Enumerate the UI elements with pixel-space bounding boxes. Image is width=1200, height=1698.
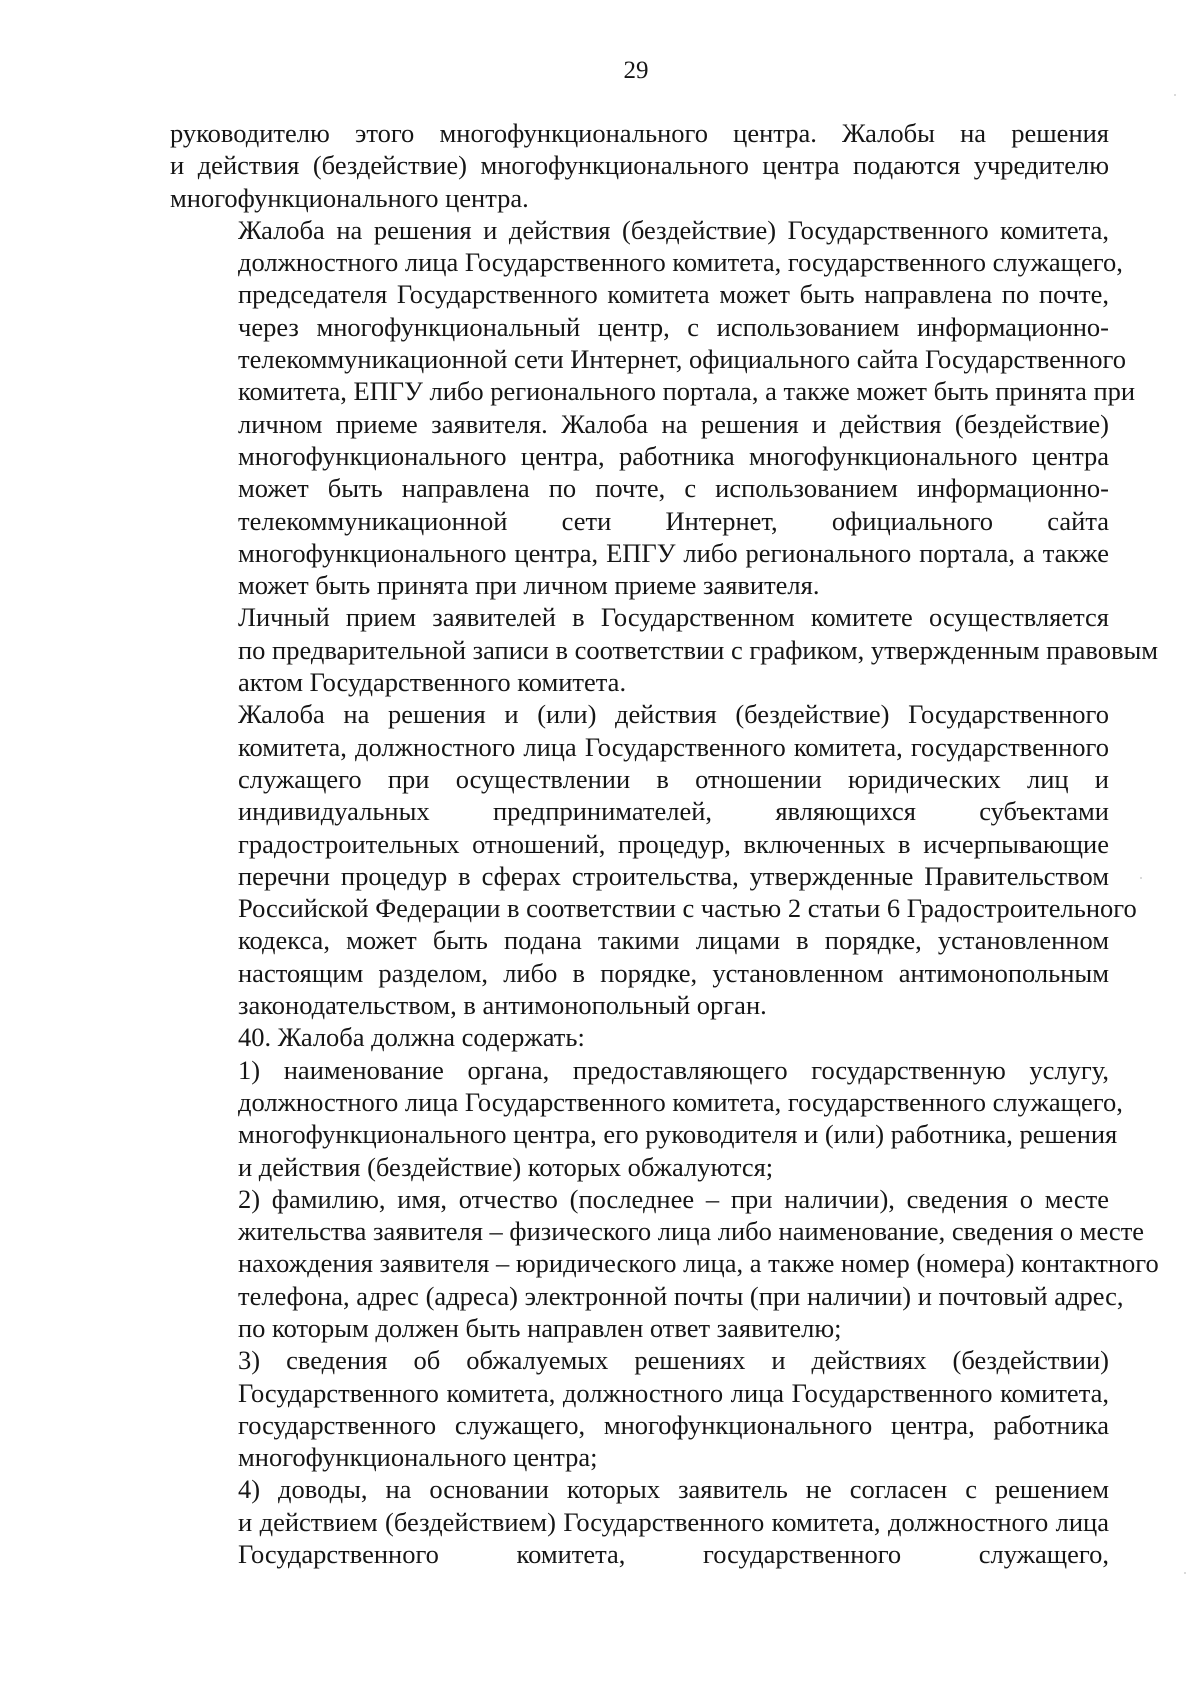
text-line: по которым должен быть направлен ответ заявителю; [238, 1312, 842, 1343]
paragraph [170, 1473, 1109, 1570]
text-line: 2) фамилию, имя, отчество (последнее – при наличии), сведения о месте [238, 1183, 1109, 1214]
scan-artifact [1140, 877, 1142, 879]
text-line: 1) наименование органа, предоставляющего государственную услугу, [238, 1054, 1109, 1085]
text-line: индивидуальных предпринимателей, являющихся субъектами [238, 796, 1109, 827]
text-line: должностного лица Государственного комитета, государственного служащего, [238, 1086, 1123, 1117]
text-line: многофункционального центра; [238, 1442, 598, 1473]
text-line: может быть направлена по почте, с использованием информационно- [238, 473, 1109, 504]
text-line: многофункционального центра, работника многофункционального центра [238, 440, 1109, 471]
text-line: телекоммуникационной сети Интернет, официального сайта Государственного [238, 344, 1126, 375]
text-line: Государственного комитета, государственного служащего, [238, 1539, 1109, 1570]
text-line: Российской Федерации в соответствии с частью 2 статьи 6 Градостроительного [238, 893, 1137, 924]
text-line: многофункционального центра. [170, 182, 529, 213]
paragraph [170, 601, 1159, 698]
text-line: Личный прием заявителей в Государственном комитете осуществляется [238, 602, 1109, 633]
text-line: и действия (бездействие) многофункционального центра подаются учредителю [170, 150, 1109, 181]
scan-artifact [1174, 94, 1176, 96]
text-line: Жалоба на решения и действия (бездействие) Государственного комитета, [238, 214, 1109, 245]
text-line: комитета, ЕПГУ либо регионального портала, а также может быть принята при [238, 376, 1136, 407]
paragraph [170, 698, 1137, 1021]
text-line: жительства заявителя – физического лица либо наименование, сведения о месте [238, 1216, 1145, 1247]
text-line: 4) доводы, на основании которых заявитель не согласен с решением [238, 1474, 1109, 1505]
text-line: руководителю этого многофункционального центра. Жалобы на решения [170, 118, 1109, 148]
text-line: законодательством, в антимонопольный орган. [238, 990, 767, 1021]
text-line: телекоммуникационной сети Интернет, официального сайта [238, 505, 1109, 536]
text-line: телефона, адрес (адреса) электронной почты (при наличии) и почтовый адрес, [238, 1280, 1124, 1311]
text-line: 40. Жалоба должна содержать: [238, 1022, 585, 1053]
scan-artifact [1184, 1572, 1186, 1574]
text-line: 3) сведения об обжалуемых решениях и действиях (бездействии) [238, 1345, 1109, 1376]
text-line: градостроительных отношений, процедур, включенных в исчерпывающие [238, 828, 1109, 859]
text-line: личном приеме заявителя. Жалоба на решения и действия (бездействие) [238, 408, 1109, 439]
text-line: должностного лица Государственного комитета, государственного служащего, [238, 247, 1123, 278]
text-line: может быть принята при личном приеме заявителя. [238, 570, 820, 601]
text-line: по предварительной записи в соответствии с графиком, утвержденным правовым [238, 634, 1159, 665]
text-line: Государственного комитета, должностного лица Государственного комитета, [238, 1377, 1109, 1408]
paragraph [170, 1054, 1123, 1183]
text-line: и действием (бездействием) Государственного комитета, должностного лица [238, 1506, 1109, 1537]
text-line: служащего при осуществлении в отношении юридических лиц и [238, 763, 1109, 794]
document-body [170, 117, 1159, 1570]
text-line: настоящим разделом, либо в порядке, установленном антимонопольным [238, 957, 1109, 988]
text-line: государственного служащего, многофункционального центра, работника [238, 1409, 1109, 1440]
text-line: нахождения заявителя – юридического лица, а также номер (номера) контактного [238, 1248, 1159, 1279]
paragraph [170, 1183, 1159, 1344]
paragraph [170, 1344, 1109, 1473]
paragraph [170, 117, 1109, 214]
text-line: многофункционального центра, ЕПГУ либо регионального портала, а также [238, 537, 1109, 568]
text-line: через многофункциональный центр, с использованием информационно- [238, 311, 1109, 342]
text-line: председателя Государственного комитета может быть направлена по почте, [238, 279, 1109, 310]
text-line: комитета, должностного лица Государственного комитета, государственного [238, 731, 1109, 762]
page-number: 29 [623, 57, 649, 84]
text-line: кодекса, может быть подана такими лицами в порядке, установленном [238, 925, 1109, 956]
paragraph [170, 1021, 1109, 1053]
text-line: и действия (бездействие) которых обжалуются; [238, 1151, 774, 1182]
text-line: перечни процедур в сферах строительства, утвержденные Правительством [238, 860, 1109, 891]
text-line: Жалоба на решения и (или) действия (бездействие) Государственного [238, 699, 1109, 730]
text-line: актом Государственного комитета. [238, 667, 627, 698]
text-line: многофункционального центра, его руководителя и (или) работника, решения [238, 1119, 1118, 1150]
paragraph [170, 214, 1136, 602]
